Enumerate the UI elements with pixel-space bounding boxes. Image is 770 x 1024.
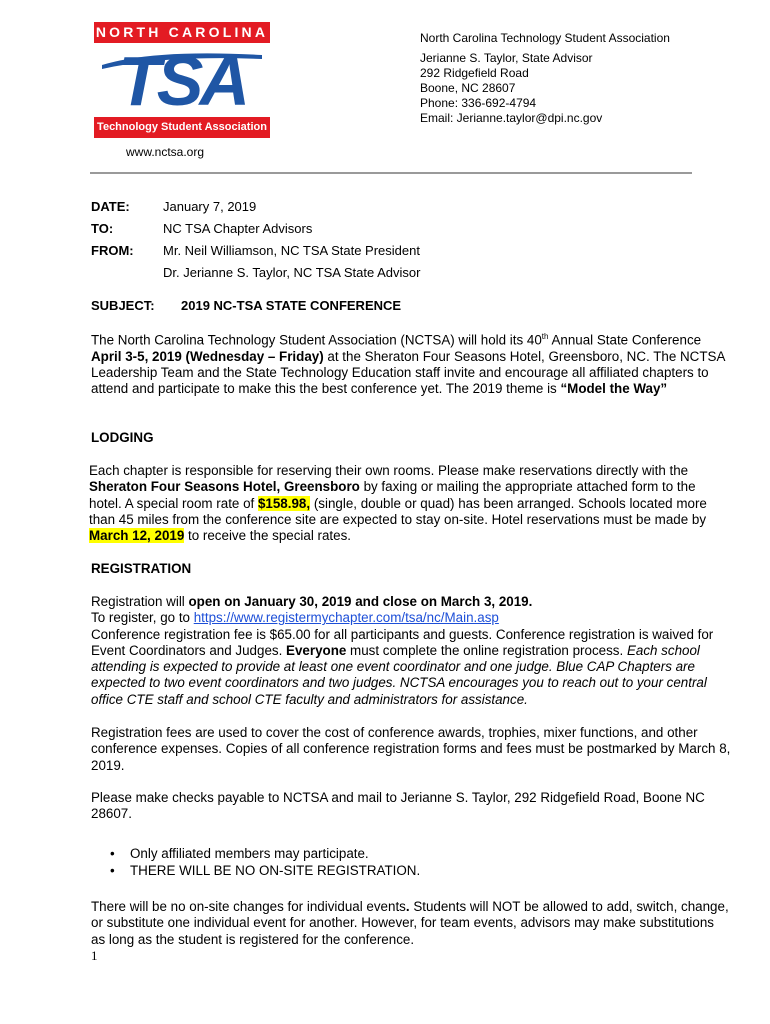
from-value-2: Dr. Jerianne S. Taylor, NC TSA State Advisor — [163, 265, 421, 280]
date-label: DATE: — [91, 199, 130, 214]
list-item: • THERE WILL BE NO ON-SITE REGISTRATION. — [110, 863, 421, 878]
intro-paragraph: The North Carolina Technology Student Association (NCTSA) will hold its 40th Annual State Conference April 3-5, 2019 (Wednesday – Friday) at the Sheraton Four Seasons Hotel, Greensboro, NC. The NCTSA Leadership Team and the State Technology Education staff invite and encourage all affiliated chapters to attend and participate to make this the best conference yet. The 2019 theme is “Model the Way” — [91, 332, 725, 397]
logo-org-banner: Technology Student Association — [94, 117, 270, 138]
page-number: 1 — [91, 948, 98, 963]
website-link[interactable]: www.nctsa.org — [126, 145, 205, 159]
changes-paragraph: There will be no on-site changes for individual events. Students will NOT be allowed to add, switch, change, or substitute one individual event for another. However, for team events, advisors may make substitutions as long as the student is registered for the conference. — [91, 899, 729, 947]
logo-state-banner: NORTH CAROLINA — [94, 22, 270, 43]
header-divider — [90, 172, 692, 174]
room-rate-highlight: $158.98, — [257, 495, 311, 511]
deadline-highlight: March 12, 2019 — [89, 528, 185, 544]
from-value-1: Mr. Neil Williamson, NC TSA State President — [163, 243, 420, 258]
checks-paragraph: Please make checks payable to NCTSA and mail to Jerianne S. Taylor, 292 Ridgefield Road, Boone NC 28607. — [91, 790, 705, 822]
fees-paragraph: Registration fees are used to cover the cost of conference awards, trophies, mixer functions, and other conference expenses. Copies of all conference registration forms and fees must be postmarked by March 8, 2019. — [91, 725, 731, 773]
subject-label: SUBJECT: — [91, 298, 155, 313]
to-value: NC TSA Chapter Advisors — [163, 221, 313, 236]
theme-text: “Model the Way” — [560, 381, 668, 397]
to-label: TO: — [91, 221, 114, 236]
list-item: • Only affiliated members may participate. — [110, 846, 369, 861]
registration-url-link[interactable]: https://www.registermychapter.com/tsa/nc/Main.asp — [193, 610, 499, 626]
lodging-paragraph: Each chapter is responsible for reserving their own rooms. Please make reservations directly with the Sheraton Four Seasons Hotel, Greensboro by faxing or mailing the appropriate attached form to the hotel. A special room rate of $158.98, (single, double or quad) has been arranged. Schools located more than 45 miles from the conference site are expected to stay on-site. Hotel reservations must be made by March 12, 2019 to receive the special rates. — [89, 463, 707, 544]
nctsa-logo — [94, 22, 270, 138]
subject-value: 2019 NC-TSA STATE CONFERENCE — [181, 298, 402, 313]
registration-paragraph: Registration will open on January 30, 2019 and close on March 3, 2019. To register, go to https://www.registermychapter.com/tsa/nc/Main.asp Conference registration fee is $65.00 for all participants and guests. Conference registration is waived for Event Coordinators and Judges. Everyone must complete the online registration process. Each school attending is expected to provide at least one event coordinator and one judge. Blue CAP Chapters are expected to two event coordinators and two judges. NCTSA encourages you to reach out to your central office CTE staff and school CTE faculty and administrators for assistance. — [91, 594, 714, 707]
header-address2: Boone, NC 28607 — [420, 81, 516, 95]
header-advisor: Jerianne S. Taylor, State Advisor — [420, 51, 593, 65]
tsa-logo-mark — [94, 43, 270, 117]
date-value: January 7, 2019 — [163, 199, 257, 214]
header-phone: Phone: 336-692-4794 — [420, 96, 537, 110]
header-address1: 292 Ridgefield Road — [420, 66, 529, 80]
header-email[interactable]: Email: Jerianne.taylor@dpi.nc.gov — [420, 111, 603, 125]
bullet-list — [110, 845, 420, 879]
header-org: North Carolina Technology Student Association — [420, 31, 670, 45]
from-label: FROM: — [91, 243, 134, 258]
lodging-heading: LODGING — [91, 430, 154, 445]
logo-mark-text: TSA — [118, 43, 246, 117]
registration-heading: REGISTRATION — [91, 561, 192, 576]
